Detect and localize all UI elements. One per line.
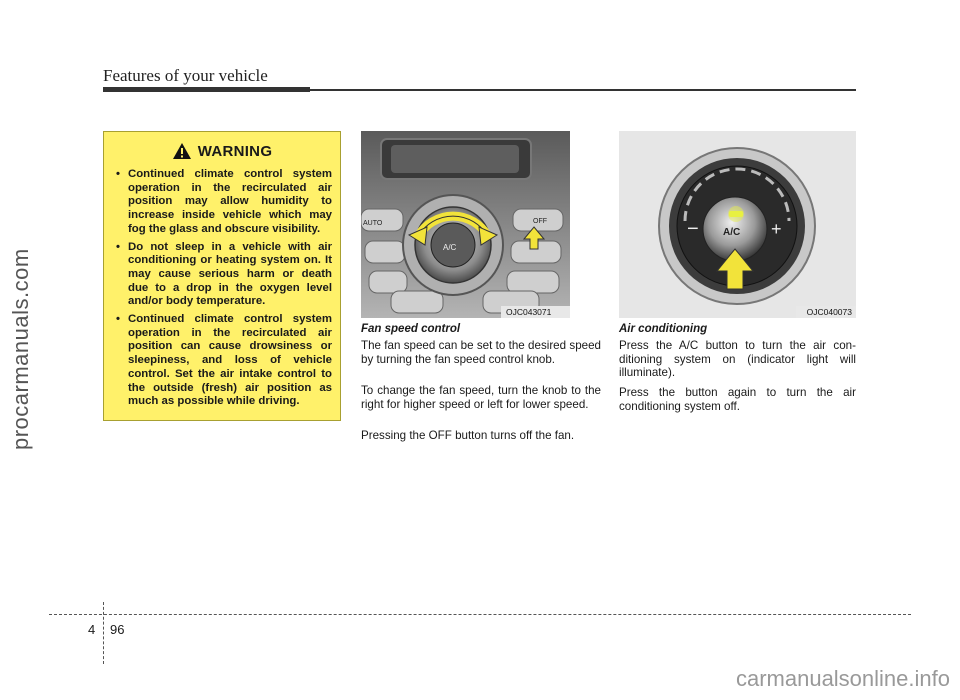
fan-speed-paragraph: Pressing the OFF button turns off the fan.: [361, 429, 575, 442]
warning-list: [104, 168, 340, 409]
watermark-left: procarmanuals.com: [8, 248, 33, 450]
ac-label: A/C: [443, 243, 457, 252]
watermark-bottom: carmanualsonline.info: [735, 666, 950, 691]
plus-label: +: [771, 219, 782, 239]
off-label: OFF: [533, 218, 547, 225]
warning-triangle-icon: [172, 142, 192, 160]
fan-speed-title: Fan speed control: [361, 323, 461, 335]
warning-item: • Continued climate control system operation in the recirculated air position may allow humidity to increase inside vehicle which may fog the glass and obscure visibility.: [114, 168, 332, 237]
warning-box: [103, 131, 341, 421]
air-conditioning-paragraph: Press the A/C button to turn the air con-ditioning system on (indicator light will illuminate).: [619, 339, 856, 380]
warning-item: • Continued climate control system operation in the recirculated air position can cause drowsiness or sleepiness, and loss of vehicle control. Set the air intake control to the outside (fresh) air position as much as possible while driving.: [114, 313, 332, 409]
air-conditioning-title: Air conditioning: [619, 323, 708, 335]
ac-button-photo: [619, 131, 856, 318]
page-header-title: Features of your vehicle: [103, 66, 268, 85]
air-conditioning-paragraph: Press the button again to turn the air conditioning system off.: [619, 386, 856, 413]
page-number: 96: [110, 622, 125, 637]
ac-button-illustration: [619, 131, 856, 318]
chapter-number: 4: [88, 622, 96, 637]
fan-speed-paragraph: To change the fan speed, turn the knob to the right for higher speed or left for lower speed.: [361, 384, 601, 411]
warning-item: • Do not sleep in a vehicle with air conditioning or heating system on. It may cause serious harm or death due to a drop in the oxygen level and/or body temperature.: [114, 241, 332, 310]
climate-panel-photo: [361, 131, 570, 318]
warning-title: WARNING: [197, 142, 273, 160]
climate-panel-illustration: [361, 131, 570, 318]
header-rule-thick: [103, 87, 310, 92]
figure-code: OJC043071: [506, 307, 552, 317]
footer-divider: [103, 602, 104, 664]
header-rule-thin: [310, 89, 856, 91]
minus-label: −: [687, 218, 699, 240]
figure-code: OJC040073: [806, 307, 852, 317]
footer-rule: [49, 614, 911, 615]
auto-label: AUTO: [363, 220, 383, 227]
ac-label: A/C: [723, 227, 741, 238]
warning-heading: [104, 142, 340, 160]
fan-speed-paragraph: The fan speed can be set to the desired speed by turning the fan speed control knob.: [361, 339, 601, 366]
